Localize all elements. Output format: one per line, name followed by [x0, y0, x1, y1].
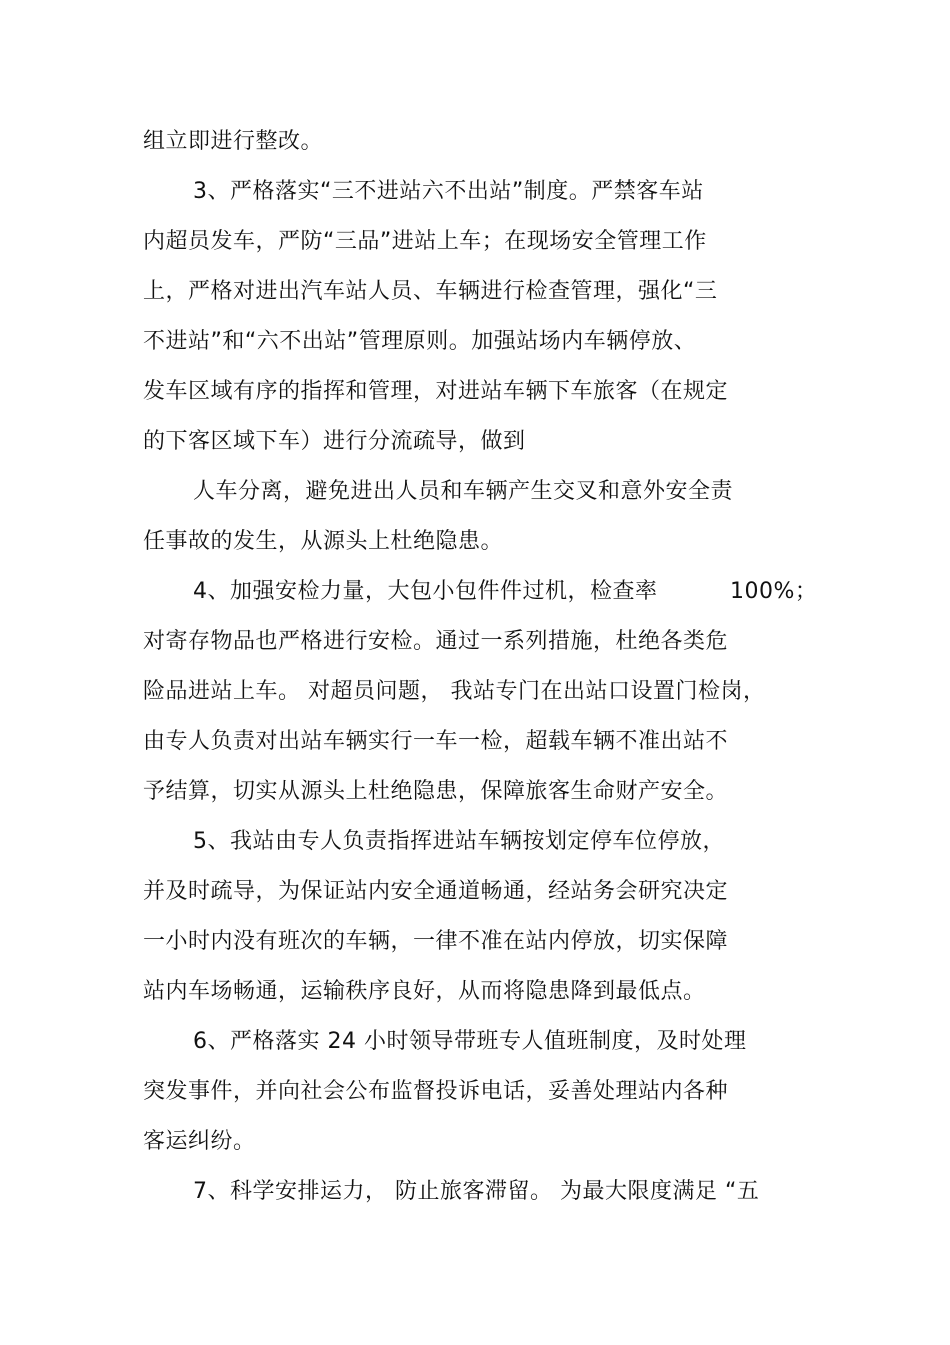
text-line: 的下客区域下车）进行分流疏导，做到	[143, 429, 526, 454]
text-line: 并及时疏导，为保证站内安全通道畅通，经站务会研究决定	[143, 879, 729, 904]
text-line: 对寄存物品也严格进行安检。通过一系列措施，杜绝各类危	[143, 629, 729, 654]
text-line: 人车分离，避免进出人员和车辆产生交叉和意外安全责	[193, 479, 734, 504]
text-line: 突发事件，并向社会公布监督投诉电话，妥善处理站内各种	[143, 1079, 729, 1104]
text-line: 上，严格对进出汽车站人员、车辆进行检查管理，强化“三	[143, 279, 718, 304]
text-line: 不进站”和“六不出站”管理原则。加强站场内车辆停放、	[143, 329, 697, 354]
text-line: 任事故的发生，从源头上杜绝隐患。	[143, 529, 504, 554]
text-line: 客运纠纷。	[143, 1129, 256, 1154]
text-line: 6、严格落实 24 小时领导带班专人值班制度，及时处理	[193, 1029, 747, 1054]
text-line: 3、严格落实“三不进站六不出站”制度。严禁客车站	[193, 179, 704, 204]
text-line: 5、我站由专人负责指挥进站车辆按划定停车位停放，	[193, 829, 725, 854]
text-line: 由专人负责对出站车辆实行一车一检，超载车辆不准出站不	[143, 729, 729, 754]
text-line: 予结算，切实从源头上杜绝隐患，保障旅客生命财产安全。	[143, 779, 729, 804]
text-line: 4、加强安检力量，大包小包件件过机，检查率	[193, 579, 658, 604]
text-line: 7、科学安排运力， 防止旅客滞留。 为最大限度满足 “五	[193, 1179, 760, 1204]
text-line: 险品进站上车。 对超员问题， 我站专门在出站口设置门检岗，	[143, 679, 766, 704]
text-line: 发车区域有序的指挥和管理，对进站车辆下车旅客（在规定	[143, 379, 729, 404]
text-line: 站内车场畅通，运输秩序良好，从而将隐患降到最低点。	[143, 979, 706, 1004]
text-line: 内超员发车，严防“三品”进站上车；在现场安全管理工作	[143, 229, 707, 254]
text-line: 一小时内没有班次的车辆，一律不准在站内停放，切实保障	[143, 929, 729, 954]
text-line: 组立即进行整改。	[143, 129, 324, 154]
text-line: 100%；	[730, 579, 818, 604]
